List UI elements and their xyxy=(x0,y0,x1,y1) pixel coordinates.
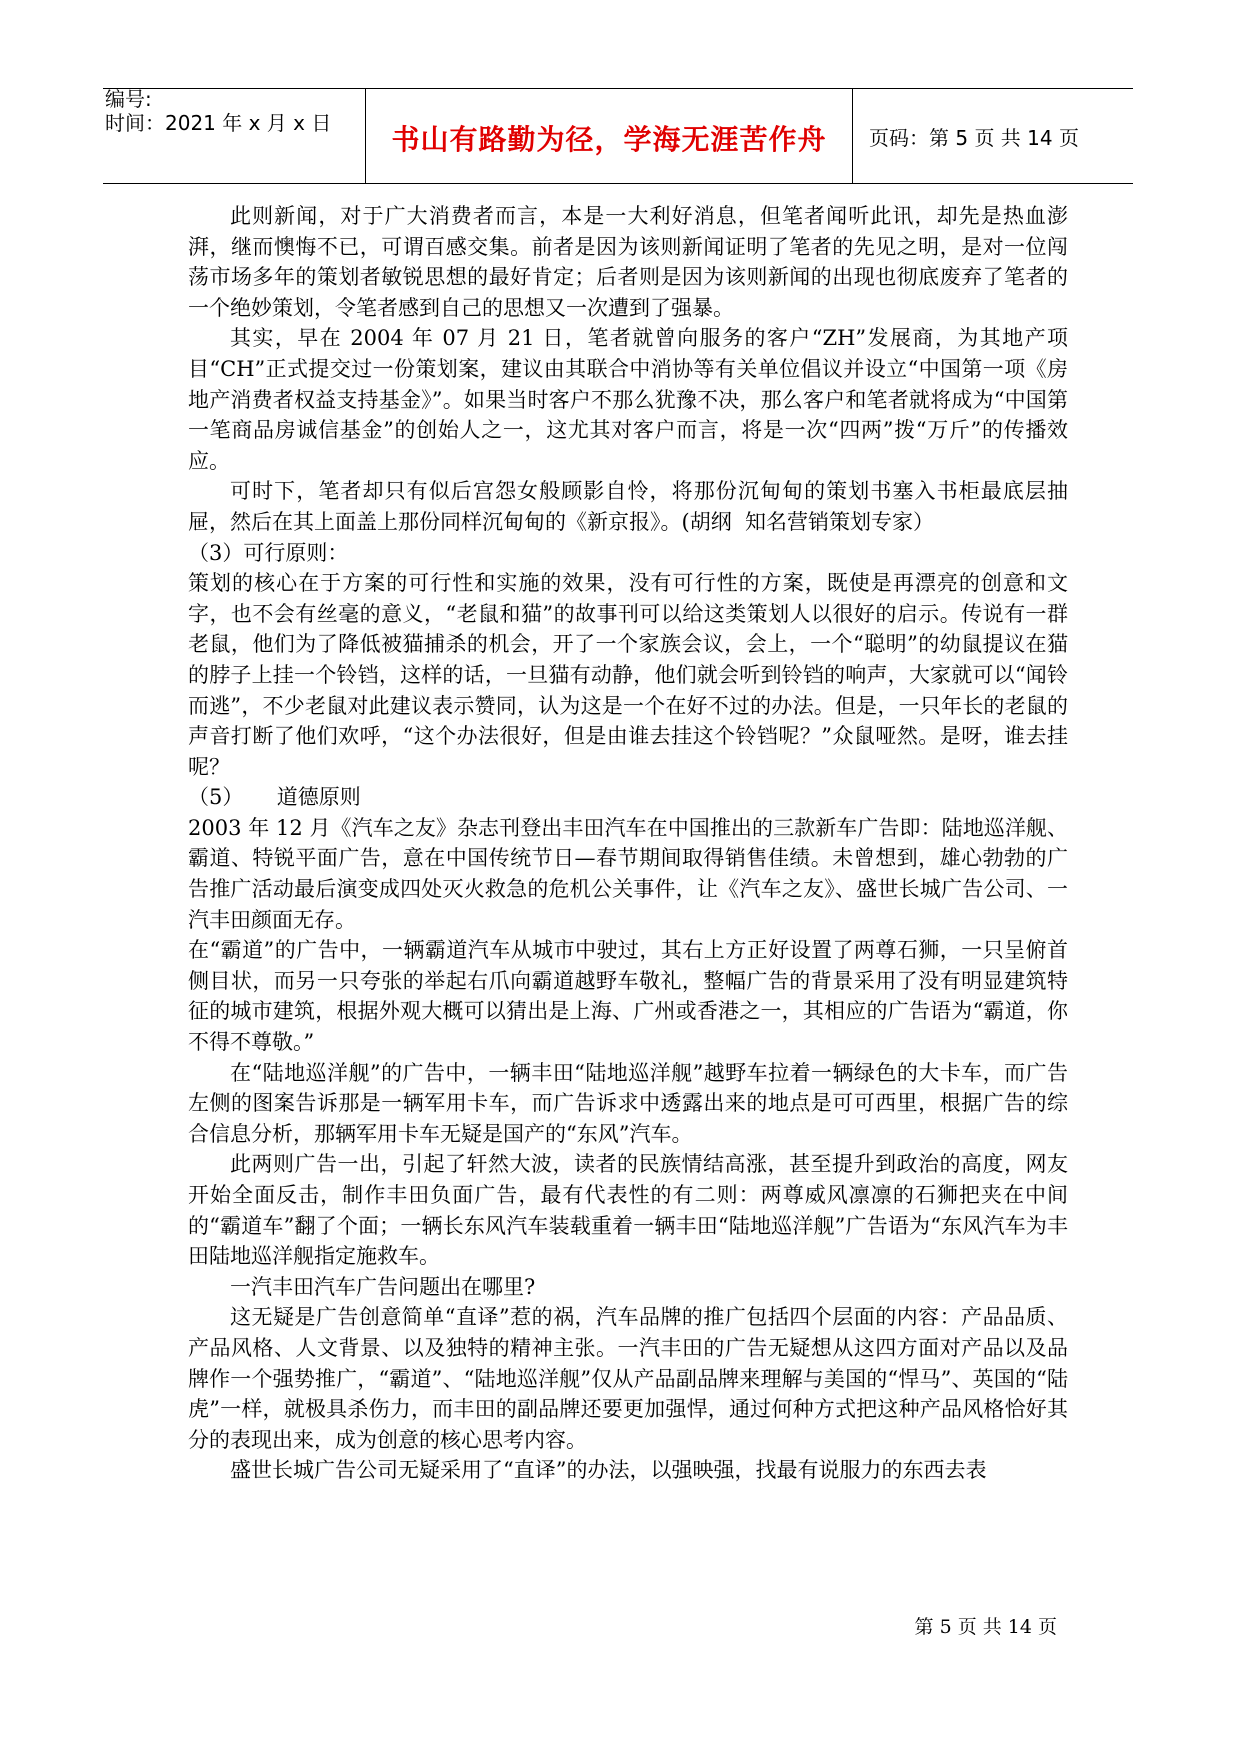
body-paragraph: 策划的核心在于方案的可行性和实施的效果，没有可行性的方案，既使是再漂亮的创意和文字，也不会有丝毫的意义，“老鼠和猫”的故事刊可以给这类策划人以很好的启示。传说有一群老鼠，他们为了降低被猫捕杀的机会，开了一个家族会议，会上，一个“聪明”的幼鼠提议在猫的脖子上挂一个铃铛，这样的话，一旦猫有动静，他们就会听到铃铛的响声，大家就可以“闻铃而逃”，不少老鼠对此建议表示赞同，认为这是一个在好不过的办法。但是，一只年长的老鼠的声音打断了他们欢呼，“这个办法很好，但是由谁去挂这个铃铛呢？”众鼠哑然。是呀，谁去挂呢？ xyxy=(188,571,1068,779)
body-paragraph: 此则新闻，对于广大消费者而言，本是一大利好消息，但笔者闻听此讯，却先是热血澎湃，继而懊悔不已，可谓百感交集。前者是因为该则新闻证明了笔者的先见之明，是对一位闯荡市场多年的策划者敏锐思想的最好肯定；后者则是因为该则新闻的出现也彻底废弃了笔者的一个绝妙策划，令笔者感到自己的思想又一次遭到了强暴。 xyxy=(188,204,1068,320)
body-paragraph: （5） 道德原则 xyxy=(188,785,361,810)
body-paragraph: 可时下，笔者却只有似后宫怨女般顾影自怜，将那份沉甸甸的策划书塞入书柜最底层抽屉，然后在其上面盖上那份同样沉甸甸的《新京报》。(胡纲 知名营销策划专家） xyxy=(188,479,1068,534)
page-footer: 第 5 页 共 14 页 xyxy=(914,1616,1057,1638)
body-paragraph: 此两则广告一出，引起了轩然大波，读者的民族情结高涨，甚至提升到政治的高度，网友开始全面反击，制作丰田负面广告，最有代表性的有二则：两尊威风凛凛的石狮把夹在中间的“霸道车”翻了个面；一辆长东风汽车装载重着一辆丰田“陆地巡洋舰”广告语为“东风汽车为丰田陆地巡洋舰指定施救车。 xyxy=(188,1152,1068,1269)
body-paragraph: 盛世长城广告公司无疑采用了“直译”的办法，以强映强，找最有说服力的东西去表 xyxy=(230,1458,987,1483)
header-page-cell xyxy=(853,89,1133,183)
header-page-label: 页码：第 5 页 共 14 页 xyxy=(869,126,1079,150)
body-paragraph: 一汽丰田汽车广告问题出在哪里? xyxy=(230,1274,536,1299)
document-number-label: 编号: xyxy=(105,87,152,111)
page-header xyxy=(103,88,1133,184)
body-paragraph: 2003 年 12 月《汽车之友》杂志刊登出丰田汽车在中国推出的三款新车广告即：陆地巡洋舰、霸道、特锐平面广告，意在中国传统节日—春节期间取得销售佳绩。未曾想到，雄心勃勃的广告推广活动最后演变成四处灭火救急的危机公关事件，让《汽车之友》、盛世长城广告公司、一汽丰田颜面无存。 xyxy=(188,815,1068,932)
body-paragraph: 其实，早在 2004 年 07 月 21 日，笔者就曾向服务的客户“ZH”发展商，为其地产项目“CH”正式提交过一份策划案，建议由其联合中消协等有关单位倡议并设立“中国第一项《房地产消费者权益支持基金》”。如果当时客户不那么犹豫不决，那么客户和笔者就将成为“中国第一笔商品房诚信基金”的创始人之一，这尤其对客户而言，将是一次“四两”拨“万斤”的传播效应。 xyxy=(188,326,1068,473)
body-paragraph: 这无疑是广告创意简单“直译”惹的祸，汽车品牌的推广包括四个层面的内容：产品品质、产品风格、人文背景、以及独特的精神主张。一汽丰田的广告无疑想从这四方面对产品以及品牌作一个强势推广，“霸道”、“陆地巡洋舰”仅从产品副品牌来理解与美国的“悍马”、英国的“陆虎”一样，就极具杀伤力，而丰田的副品牌还要更加强悍，通过何种方式把这种产品风格恰好其分的表现出来，成为创意的核心思考内容。 xyxy=(188,1305,1068,1452)
header-motto-cell xyxy=(365,89,853,183)
document-time-label: 时间：2021 年 x 月 x 日 xyxy=(105,111,332,135)
body-paragraph: （3）可行原则： xyxy=(188,540,349,565)
document-body xyxy=(188,201,1068,1486)
body-paragraph: 在“陆地巡洋舰”的广告中，一辆丰田“陆地巡洋舰”越野车拉着一辆绿色的大卡车，而广告左侧的图案告诉那是一辆军用卡车，而广告诉求中透露出来的地点是可可西里，根据广告的综合信息分析，那辆军用卡车无疑是国产的“东风”汽车。 xyxy=(188,1060,1068,1146)
body-paragraph: 在“霸道”的广告中，一辆霸道汽车从城市中驶过，其右上方正好设置了两尊石狮，一只呈俯首侧目状，而另一只夸张的举起右爪向霸道越野车敬礼，整幅广告的背景采用了没有明显建筑特征的城市建筑，根据外观大概可以猜出是上海、广州或香港之一，其相应的广告语为“霸道，你不得不尊敬。” xyxy=(188,938,1068,1055)
header-meta-cell xyxy=(103,89,365,183)
header-motto: 书山有路勤为径，学海无涯苦作舟 xyxy=(391,123,827,156)
